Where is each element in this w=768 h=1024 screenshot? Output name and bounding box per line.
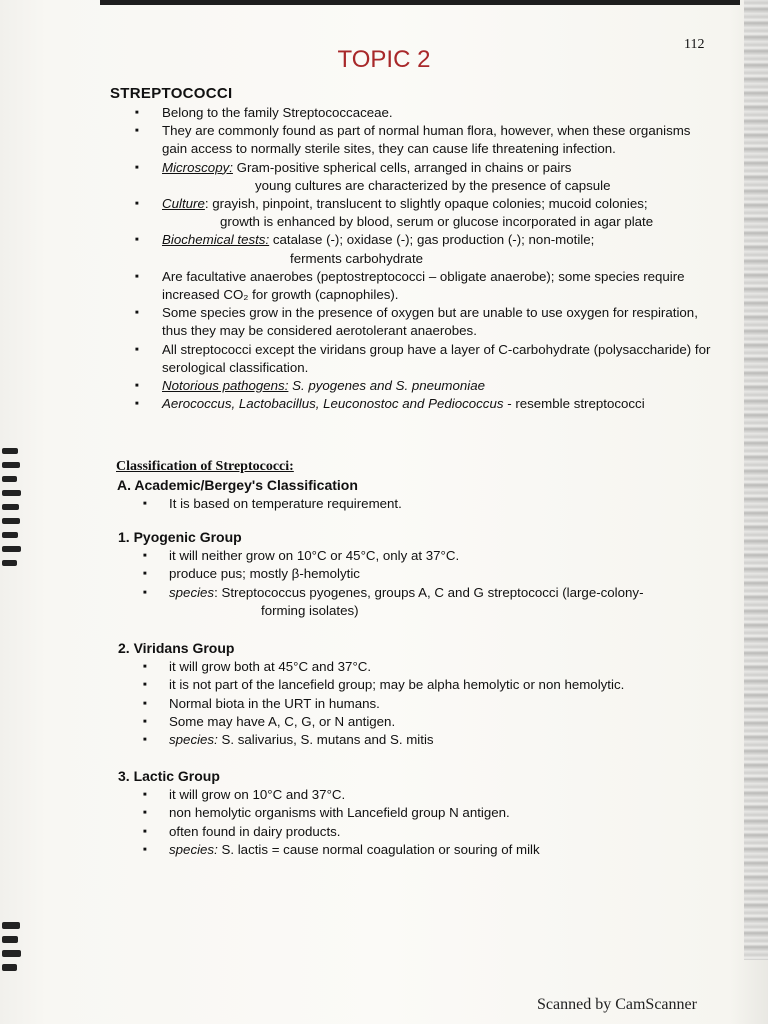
list-item: ■ non hemolytic organisms with Lancefield group N antigen. xyxy=(140,804,715,822)
list-item: ■ species: Streptococcus pyogenes, groups A, C and G streptococci (large-colony- forming isolates) xyxy=(140,584,715,621)
list-item: ■ All streptococci except the viridans group have a layer of C-carbohydrate (polysaccharide) for serological classification. xyxy=(132,341,717,377)
list-item: ■ Culture: grayish, pinpoint, translucent to slightly opaque colonies; mucoid colonies; growth is enhanced by blood, serum or glucose incorporated in agar plate xyxy=(132,195,717,231)
binding-edge xyxy=(744,0,768,960)
list-item: ■ Biochemical tests: catalase (-); oxidase (-); gas production (-); non-motile; ferments carbohydrate xyxy=(132,231,717,267)
pyogenic-list xyxy=(140,547,715,620)
topic-title: TOPIC 2 xyxy=(337,46,431,73)
list-item: ■ species: S. lactis = cause normal coagulation or souring of milk xyxy=(140,841,715,859)
list-item: ■ Are facultative anaerobes (peptostreptococci – obligate anaerobe); some species require increased CO₂ for growth (capnophiles). xyxy=(132,268,717,304)
list-item: ■ Some species grow in the presence of oxygen but are unable to use oxygen for respiration, thus they may be considered aerotolerant anaerobes. xyxy=(132,304,717,340)
margin-marks xyxy=(2,440,24,590)
list-item: ■ Notorious pathogens: S. pyogenes and S. pneumoniae xyxy=(132,377,717,395)
list-item: ■ it will grow both at 45°C and 37°C. xyxy=(140,658,715,676)
group-title-pyogenic: 1. Pyogenic Group xyxy=(118,529,242,545)
list-item: ■ it is not part of the lancefield group; may be alpha hemolytic or non hemolytic. xyxy=(140,676,715,694)
list-item: ■ Microscopy: Gram-positive spherical cells, arranged in chains or pairs young cultures are characterized by the presence of capsule xyxy=(132,159,717,195)
margin-marks-lower xyxy=(2,915,24,985)
scanner-watermark: Scanned by CamScanner xyxy=(537,996,697,1013)
section-heading: STREPTOCOCCI xyxy=(110,85,233,102)
lactic-list xyxy=(140,786,715,859)
page-top-edge xyxy=(100,0,740,5)
viridans-list xyxy=(140,658,715,749)
list-item: ■ Belong to the family Streptococcaceae. xyxy=(132,104,717,122)
list-item: ■ it will grow on 10°C and 37°C. xyxy=(140,786,715,804)
list-item: ■ Normal biota in the URT in humans. xyxy=(140,695,715,713)
classification-intro xyxy=(140,495,715,513)
list-item: ■ It is based on temperature requirement. xyxy=(140,495,715,513)
list-item: ■ produce pus; mostly β-hemolytic xyxy=(140,565,715,583)
list-item: ■ They are commonly found as part of normal human flora, however, when these organisms gain access to normally sterile sites, they can cause life threatening infection. xyxy=(132,122,717,158)
group-title-viridans: 2. Viridans Group xyxy=(118,640,235,656)
streptococci-bullets xyxy=(132,104,717,413)
classification-title: Classification of Streptococci: xyxy=(116,459,294,474)
list-item: ■ often found in dairy products. xyxy=(140,823,715,841)
list-item: ■ it will neither grow on 10°C or 45°C, only at 37°C. xyxy=(140,547,715,565)
list-item: ■ Aerococcus, Lactobacillus, Leuconostoc and Pediococcus - resemble streptococci xyxy=(132,395,717,413)
group-title-lactic: 3. Lactic Group xyxy=(118,768,220,784)
classification-subtitle: A. Academic/Bergey's Classification xyxy=(117,477,358,493)
page-number: 112 xyxy=(684,37,705,52)
list-item: ■ Some may have A, C, G, or N antigen. xyxy=(140,713,715,731)
list-item: ■ species: S. salivarius, S. mutans and S. mitis xyxy=(140,731,715,749)
